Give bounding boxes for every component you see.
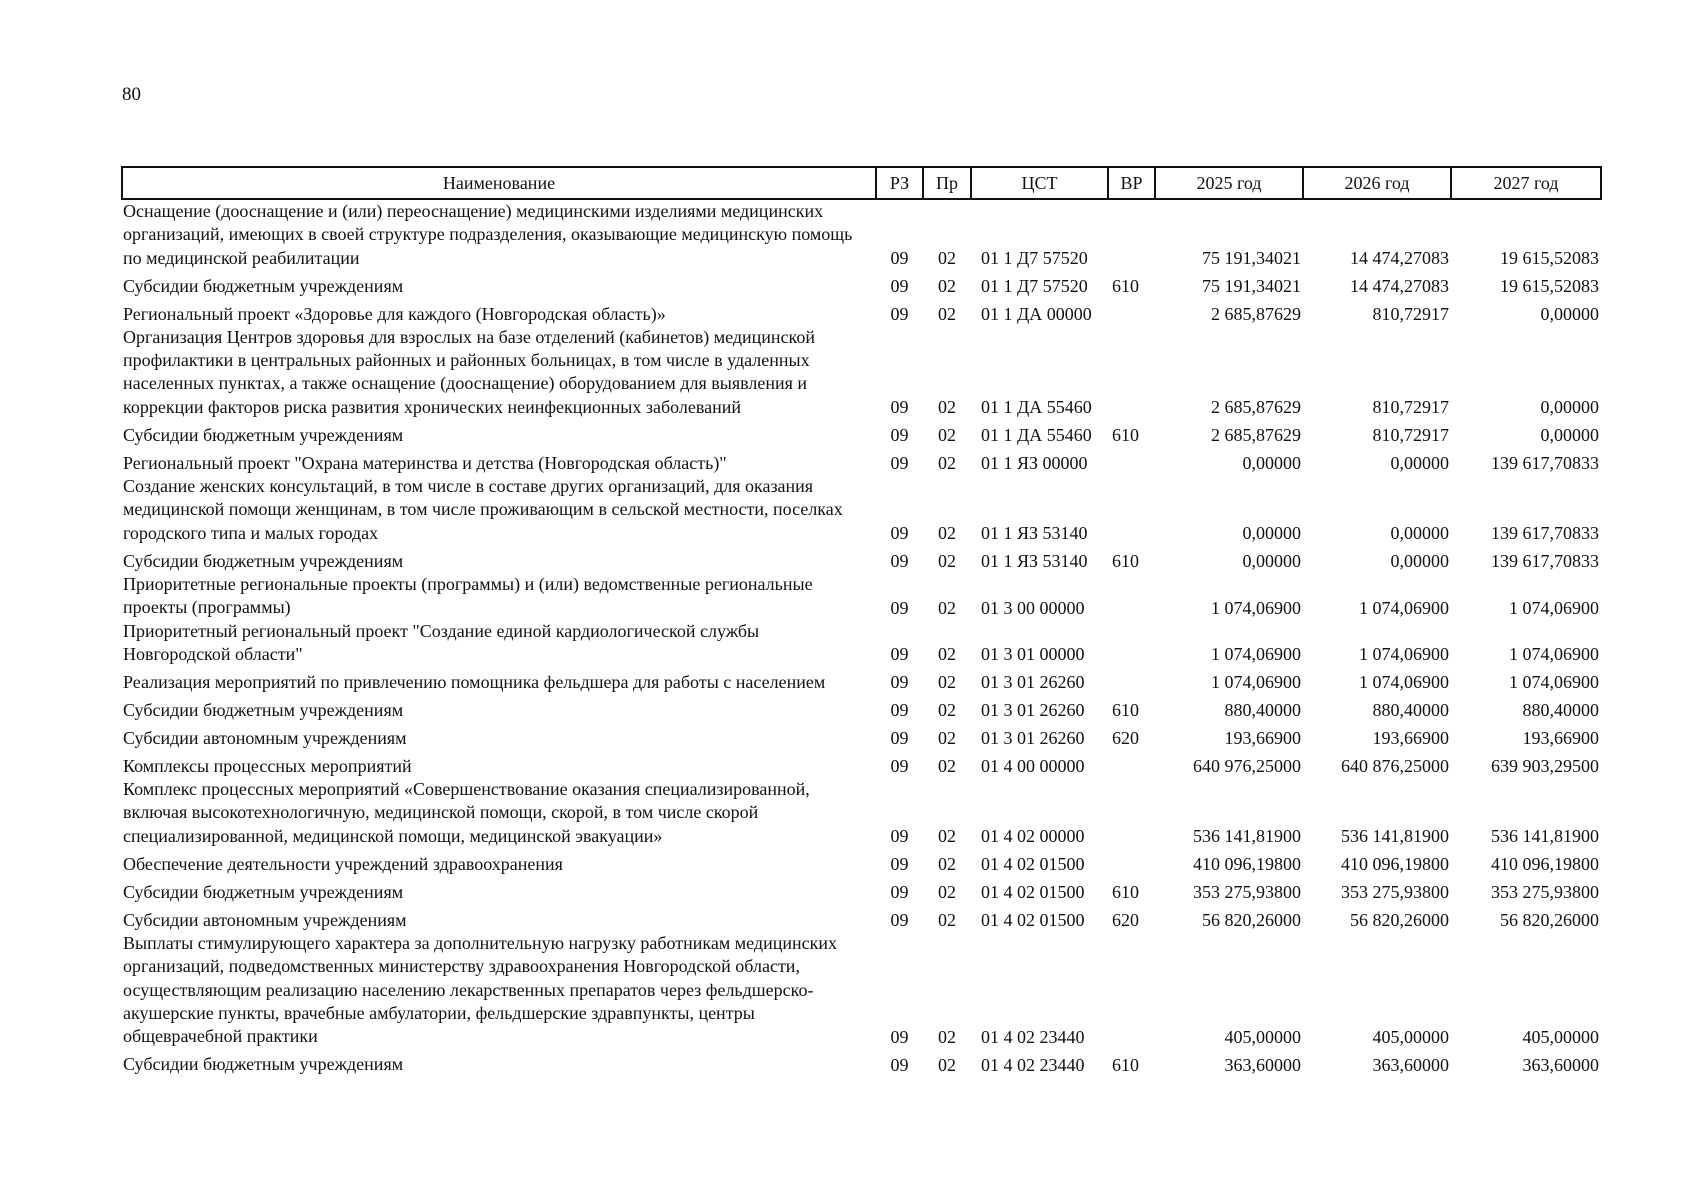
- cell-2027: 410 096,19800: [1491, 854, 1599, 875]
- cell-2027: 405,00000: [1522, 1026, 1599, 1047]
- cell-2025: 640 976,25000: [1193, 756, 1301, 777]
- cell-rz: 09: [890, 275, 909, 296]
- cell-2025: 0,00000: [1242, 550, 1301, 571]
- cell-vr: [1108, 750, 1155, 778]
- table-row: [122, 750, 1601, 778]
- cell-2026: 14 474,27083: [1350, 275, 1449, 296]
- cell-pr: 02: [938, 1054, 956, 1075]
- cell-2026: 536 141,81900: [1341, 826, 1449, 847]
- cell-2027: 139 617,70833: [1491, 522, 1599, 543]
- cell-2027: 353 275,93800: [1491, 882, 1599, 903]
- cell-vr: 610: [1112, 275, 1139, 296]
- cell-name: Создание женских консультаций, в том числе в составе других организаций, для оказания медицинской помощи женщинам, в том числе проживающим в сельской местности, поселках городского типа и малых городах: [123, 476, 843, 543]
- cell-rz: 09: [890, 303, 909, 324]
- header-2026: 2026 год: [1303, 167, 1451, 199]
- cell-pr: 02: [938, 882, 956, 903]
- cell-name: Организация Центров здоровья для взрослых на базе отделений (кабинетов) медицинской профилактики в центральных районных и районных больницах, в том числе в удаленных населенных пунктах, а также оснащение (дооснащение) оборудованием для выявления и коррекции факторов риска развития хронических неинфекционных заболеваний: [123, 326, 816, 417]
- cell-pr: 02: [938, 728, 956, 749]
- cell-2025: 0,00000: [1242, 453, 1301, 474]
- table-body: [122, 199, 1601, 1077]
- cell-vr: [1108, 932, 1155, 1048]
- cell-name: Реализация мероприятий по привлечению помощника фельдшера для работы с населением: [123, 671, 826, 692]
- header-2025: 2025 год: [1155, 167, 1303, 199]
- cell-pr: 02: [938, 826, 956, 847]
- cell-pr: 02: [938, 644, 956, 665]
- cell-cst: 01 3 00 00000: [981, 597, 1085, 618]
- cell-name: Комплекс процессных мероприятий «Совершенствование оказания специализированной, включая высокотехнологичную, медицинской помощи, скорой, в том числе скорой специализированной, медицинской помощи, медицинской эвакуации»: [123, 779, 810, 846]
- cell-2025: 536 141,81900: [1193, 826, 1301, 847]
- cell-cst: 01 4 02 01500: [981, 882, 1085, 903]
- cell-vr: [1108, 298, 1155, 326]
- cell-name: Приоритетный региональный проект "Создание единой кардиологической службы Новгородской области": [123, 620, 760, 664]
- cell-rz: 09: [890, 854, 909, 875]
- cell-vr: [1108, 199, 1155, 270]
- table-row: [122, 326, 1601, 419]
- cell-rz: 09: [890, 453, 909, 474]
- cell-pr: 02: [938, 672, 956, 693]
- cell-2026: 880,40000: [1372, 700, 1449, 721]
- cell-rz: 09: [890, 1054, 909, 1075]
- cell-vr: 610: [1112, 700, 1139, 721]
- table-row: [122, 545, 1601, 573]
- cell-pr: 02: [938, 700, 956, 721]
- cell-2025: 410 096,19800: [1193, 854, 1301, 875]
- cell-2025: 193,66900: [1224, 728, 1301, 749]
- cell-2025: 2 685,87629: [1211, 397, 1301, 418]
- cell-rz: 09: [890, 247, 909, 268]
- cell-cst: 01 4 02 01500: [981, 854, 1085, 875]
- table-row: [122, 199, 1601, 270]
- cell-name: Региональный проект "Охрана материнства и детства (Новгородская область)": [123, 452, 727, 473]
- cell-cst: 01 4 00 00000: [981, 756, 1085, 777]
- cell-2027: 1 074,06900: [1509, 597, 1599, 618]
- cell-name: Субсидии автономным учреждениям: [123, 909, 407, 930]
- table-row: [122, 419, 1601, 447]
- cell-2026: 363,60000: [1372, 1054, 1449, 1075]
- cell-vr: 610: [1112, 1054, 1139, 1075]
- cell-2026: 640 876,25000: [1341, 756, 1449, 777]
- cell-2027: 139 617,70833: [1491, 550, 1599, 571]
- header-name: Наименование: [122, 167, 876, 199]
- cell-vr: 610: [1112, 425, 1139, 446]
- header-cst: ЦСТ: [971, 167, 1108, 199]
- cell-cst: 01 1 Д7 57520: [981, 275, 1088, 296]
- cell-vr: [1108, 848, 1155, 876]
- cell-2025: 56 820,26000: [1202, 910, 1301, 931]
- cell-cst: 01 4 02 23440: [981, 1026, 1085, 1047]
- cell-2025: 1 074,06900: [1211, 644, 1301, 665]
- table-row: [122, 1049, 1601, 1077]
- cell-rz: 09: [890, 397, 909, 418]
- cell-cst: 01 1 ЯЗ 00000: [981, 453, 1088, 474]
- cell-cst: 01 1 Д7 57520: [981, 247, 1088, 268]
- table-row: [122, 298, 1601, 326]
- table-row: [122, 475, 1601, 545]
- cell-cst: 01 4 02 01500: [981, 910, 1085, 931]
- cell-name: Выплаты стимулирующего характера за дополнительную нагрузку работникам медицинских организаций, подведомственных министерству здравоохранения Новгородской области, осуществляющим реализацию населению лекарственных препаратов через фельдшерско-акушерские пункты, врачебные амбулатории, фельдшерские здравпункты, центры общеврачебной практики: [123, 933, 837, 1047]
- cell-vr: 620: [1112, 728, 1139, 749]
- header-pr: Пр: [923, 167, 971, 199]
- cell-2025: 1 074,06900: [1211, 597, 1301, 618]
- cell-cst: 01 1 ЯЗ 53140: [981, 522, 1088, 543]
- cell-2027: 19 615,52083: [1500, 275, 1599, 296]
- cell-2027: 363,60000: [1522, 1054, 1599, 1075]
- cell-pr: 02: [938, 303, 956, 324]
- cell-2026: 56 820,26000: [1350, 910, 1449, 931]
- table-row: [122, 694, 1601, 722]
- cell-pr: 02: [938, 597, 956, 618]
- cell-name: Субсидии бюджетным учреждениям: [123, 424, 404, 445]
- cell-cst: 01 1 ЯЗ 53140: [981, 550, 1088, 571]
- cell-2025: 1 074,06900: [1211, 672, 1301, 693]
- cell-2025: 2 685,87629: [1211, 425, 1301, 446]
- header-2027: 2027 год: [1451, 167, 1601, 199]
- cell-2026: 353 275,93800: [1341, 882, 1449, 903]
- cell-pr: 02: [938, 756, 956, 777]
- cell-2025: 363,60000: [1224, 1054, 1301, 1075]
- cell-2026: 410 096,19800: [1341, 854, 1449, 875]
- cell-2027: 139 617,70833: [1491, 453, 1599, 474]
- cell-vr: 620: [1112, 910, 1139, 931]
- cell-2026: 193,66900: [1372, 728, 1449, 749]
- cell-2026: 0,00000: [1390, 453, 1449, 474]
- cell-2027: 880,40000: [1522, 700, 1599, 721]
- cell-2026: 0,00000: [1390, 550, 1449, 571]
- cell-rz: 09: [890, 597, 909, 618]
- cell-rz: 09: [890, 1026, 909, 1047]
- cell-2027: 193,66900: [1522, 728, 1599, 749]
- table-row: [122, 932, 1601, 1048]
- cell-name: Субсидии бюджетным учреждениям: [123, 275, 404, 296]
- cell-rz: 09: [890, 550, 909, 571]
- cell-2025: 75 191,34021: [1202, 275, 1301, 296]
- cell-2026: 810,72917: [1372, 425, 1449, 446]
- cell-2027: 1 074,06900: [1509, 644, 1599, 665]
- cell-pr: 02: [938, 1026, 956, 1047]
- header-row: [122, 167, 1601, 199]
- cell-2026: 405,00000: [1372, 1026, 1449, 1047]
- cell-vr: [1108, 326, 1155, 419]
- cell-cst: 01 4 02 23440: [981, 1054, 1085, 1075]
- table-row: [122, 722, 1601, 750]
- cell-cst: 01 3 01 00000: [981, 644, 1085, 665]
- cell-2026: 14 474,27083: [1350, 247, 1449, 268]
- cell-pr: 02: [938, 275, 956, 296]
- cell-vr: [1108, 475, 1155, 545]
- cell-2027: 536 141,81900: [1491, 826, 1599, 847]
- cell-pr: 02: [938, 522, 956, 543]
- cell-pr: 02: [938, 425, 956, 446]
- cell-cst: 01 3 01 26260: [981, 672, 1085, 693]
- table-row: [122, 573, 1601, 620]
- cell-name: Субсидии бюджетным учреждениям: [123, 699, 404, 720]
- table-row: [122, 848, 1601, 876]
- table-row: [122, 447, 1601, 475]
- cell-pr: 02: [938, 397, 956, 418]
- cell-2026: 1 074,06900: [1359, 597, 1449, 618]
- cell-rz: 09: [890, 826, 909, 847]
- cell-pr: 02: [938, 247, 956, 268]
- header-vr: ВР: [1108, 167, 1155, 199]
- cell-2025: 0,00000: [1242, 522, 1301, 543]
- cell-vr: [1108, 778, 1155, 848]
- table-header: [122, 167, 1601, 199]
- cell-cst: 01 1 ДА 55460: [981, 425, 1092, 446]
- cell-2027: 19 615,52083: [1500, 247, 1599, 268]
- cell-2027: 0,00000: [1540, 425, 1599, 446]
- cell-name: Оснащение (дооснащение и (или) переоснащение) медицинскими изделиями медицинских организаций, имеющих в своей структуре подразделения, оказывающие медицинскую помощь по медицинской реабилитации: [123, 201, 853, 268]
- cell-2025: 353 275,93800: [1193, 882, 1301, 903]
- table-row: [122, 666, 1601, 694]
- cell-vr: [1108, 447, 1155, 475]
- cell-pr: 02: [938, 550, 956, 571]
- cell-2027: 0,00000: [1540, 397, 1599, 418]
- cell-rz: 09: [890, 910, 909, 931]
- table-row: [122, 778, 1601, 848]
- cell-2026: 810,72917: [1372, 397, 1449, 418]
- cell-rz: 09: [890, 522, 909, 543]
- cell-cst: 01 1 ДА 55460: [981, 397, 1092, 418]
- cell-cst: 01 4 02 00000: [981, 826, 1085, 847]
- cell-cst: 01 3 01 26260: [981, 700, 1085, 721]
- cell-rz: 09: [890, 425, 909, 446]
- cell-name: Обеспечение деятельности учреждений здравоохранения: [123, 853, 563, 874]
- cell-2026: 0,00000: [1390, 522, 1449, 543]
- cell-rz: 09: [890, 672, 909, 693]
- cell-vr: [1108, 620, 1155, 667]
- table-row: [122, 270, 1601, 298]
- cell-name: Субсидии бюджетным учреждениям: [123, 881, 404, 902]
- cell-cst: 01 3 01 26260: [981, 728, 1085, 749]
- cell-2025: 880,40000: [1224, 700, 1301, 721]
- cell-2025: 2 685,87629: [1211, 303, 1301, 324]
- cell-2027: 0,00000: [1540, 303, 1599, 324]
- cell-name: Субсидии бюджетным учреждениям: [123, 1054, 404, 1075]
- cell-pr: 02: [938, 910, 956, 931]
- table-row: [122, 904, 1601, 932]
- cell-2025: 405,00000: [1224, 1026, 1301, 1047]
- page-number: 80: [122, 84, 141, 105]
- cell-vr: [1108, 666, 1155, 694]
- cell-rz: 09: [890, 728, 909, 749]
- cell-2027: 56 820,26000: [1500, 910, 1599, 931]
- cell-2026: 1 074,06900: [1359, 672, 1449, 693]
- cell-vr: [1108, 573, 1155, 620]
- cell-rz: 09: [890, 882, 909, 903]
- cell-2027: 1 074,06900: [1509, 672, 1599, 693]
- cell-cst: 01 1 ДА 00000: [981, 303, 1092, 324]
- cell-name: Приоритетные региональные проекты (программы) и (или) ведомственные региональные проекты (программы): [123, 573, 813, 618]
- cell-rz: 09: [890, 700, 909, 721]
- budget-table: [121, 166, 1602, 1077]
- cell-2026: 1 074,06900: [1359, 644, 1449, 665]
- cell-rz: 09: [890, 644, 909, 665]
- cell-vr: 610: [1112, 882, 1139, 903]
- table-row: [122, 620, 1601, 667]
- table-row: [122, 876, 1601, 904]
- cell-2025: 75 191,34021: [1202, 247, 1301, 268]
- cell-2027: 639 903,29500: [1491, 756, 1599, 777]
- cell-pr: 02: [938, 854, 956, 875]
- cell-pr: 02: [938, 453, 956, 474]
- cell-name: Региональный проект «Здоровье для каждого (Новгородская область)»: [123, 303, 666, 324]
- cell-name: Комплексы процессных мероприятий: [123, 755, 412, 776]
- cell-name: Субсидии автономным учреждениям: [123, 727, 407, 748]
- cell-rz: 09: [890, 756, 909, 777]
- cell-name: Субсидии бюджетным учреждениям: [123, 550, 404, 571]
- cell-2026: 810,72917: [1372, 303, 1449, 324]
- cell-vr: 610: [1112, 550, 1139, 571]
- header-rz: РЗ: [876, 167, 923, 199]
